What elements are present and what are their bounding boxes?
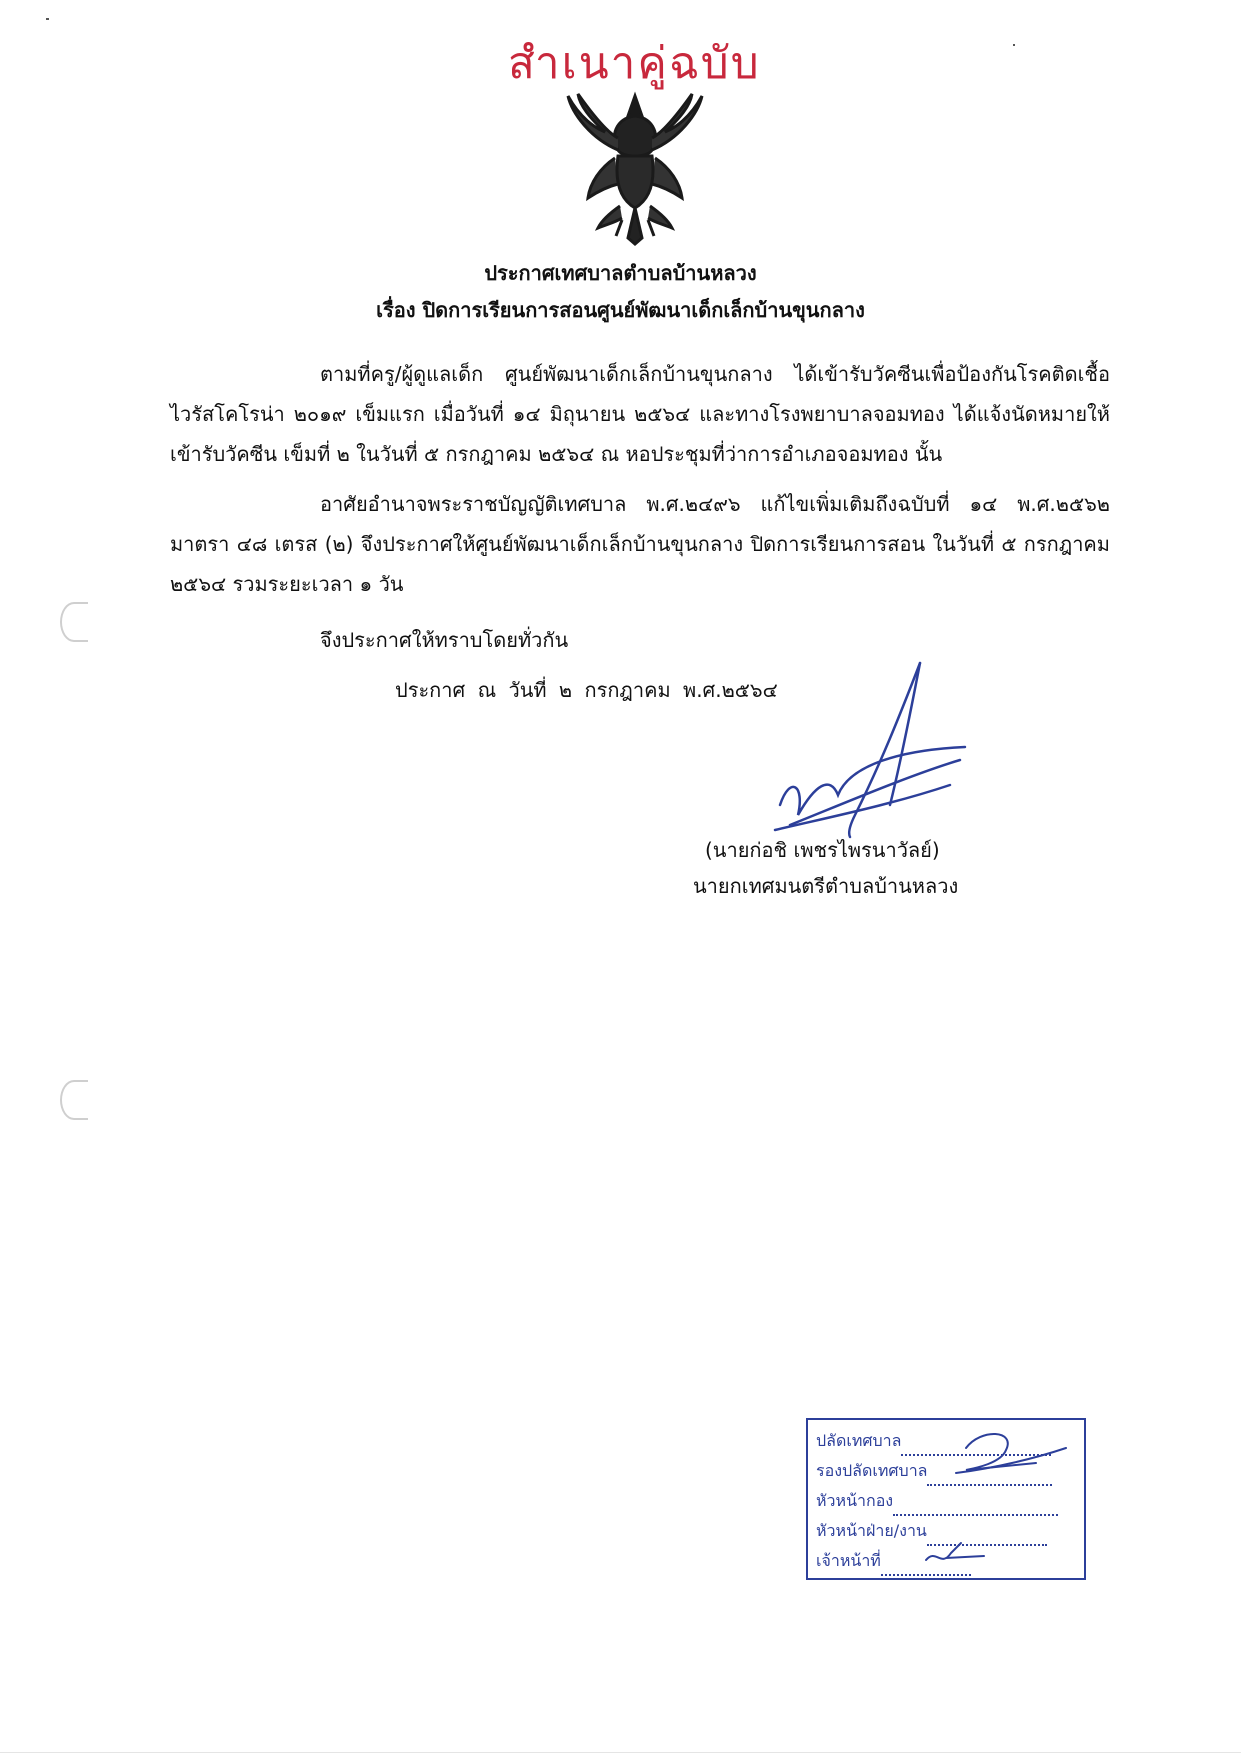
routing-label-division-head: หัวหน้ากอง [816, 1491, 894, 1510]
routing-row [816, 1546, 1076, 1576]
signature-line [901, 1432, 1051, 1456]
routing-row [816, 1456, 1076, 1486]
routing-label-officer: เจ้าหน้าที่ [816, 1551, 881, 1570]
punch-hole [60, 602, 88, 642]
routing-label-deputy-clerk: รองปลัดเทศบาล [816, 1461, 928, 1480]
body-paragraph-2: อาศัยอำนาจพระราชบัญญัติเทศบาล พ.ศ.๒๔๙๖ แก้ไขเพิ่มเติมถึงฉบับที่ ๑๔ พ.ศ.๒๕๖๒ มาตรา ๔๘ เตรส (๒) จึงประกาศให้ศูนย์พัฒนาเด็กเล็กบ้านขุนกลาง ปิดการเรียนการสอน ในวันที่ ๕ กรกฎาคม ๒๕๖๔ รวมระยะเวลา ๑ วัน [170, 492, 1110, 596]
routing-stamp [806, 1418, 1086, 1580]
copy-stamp: สำเนาคู่ฉบับ [508, 38, 761, 89]
signature-line [927, 1462, 1052, 1486]
body-paragraph-1: ตามที่ครู/ผู้ดูแลเด็ก ศูนย์พัฒนาเด็กเล็กบ้านขุนกลาง ได้เข้ารับวัคซีนเพื่อป้องกันโรคติดเชื้อไวรัสโคโรน่า ๒๐๑๙ เข็มแรก เมื่อวันที่ ๑๔ มิถุนายน ๒๕๖๔ และทางโรงพยาบาลจอมทอง ได้แจ้งนัดหมายให้เข้ารับวัคซีน เข็มที่ ๒ ในวันที่ ๕ กรกฎาคม ๒๕๖๔ ณ หอประชุมที่ว่าการอำเภอจอมทอง นั้น [170, 362, 1110, 466]
announcement-date: ประกาศ ณ วันที่ ๒ กรกฎาคม พ.ศ.๒๕๖๔ [395, 678, 778, 702]
scan-speck [46, 18, 49, 20]
handwritten-signature [760, 655, 970, 855]
garuda-emblem-icon [560, 88, 710, 248]
routing-label-chief-clerk: ปลัดเทศบาล [816, 1431, 902, 1450]
signer-position: นายกเทศมนตรีตำบลบ้านหลวง [693, 874, 959, 898]
scan-speck [1013, 44, 1015, 46]
routing-row [816, 1486, 1076, 1516]
routing-row [816, 1516, 1076, 1546]
closing-line: จึงประกาศให้ทราบโดยทั่วกัน [320, 628, 569, 652]
announcement-title: ประกาศเทศบาลตำบลบ้านหลวง [484, 261, 757, 285]
announcement-subject: เรื่อง ปิดการเรียนการสอนศูนย์พัฒนาเด็กเล็กบ้านขุนกลาง [376, 298, 865, 322]
routing-row [816, 1426, 1076, 1456]
punch-hole [60, 1080, 88, 1120]
signer-name: (นายก่อชิ เพชรไพรนาวัลย์) [705, 838, 940, 862]
scan-edge [0, 1752, 1241, 1753]
signature-line [893, 1492, 1058, 1516]
signature-line [927, 1522, 1047, 1546]
routing-label-section-head: หัวหน้าฝ่าย/งาน [816, 1521, 927, 1540]
signature-line [881, 1552, 971, 1576]
